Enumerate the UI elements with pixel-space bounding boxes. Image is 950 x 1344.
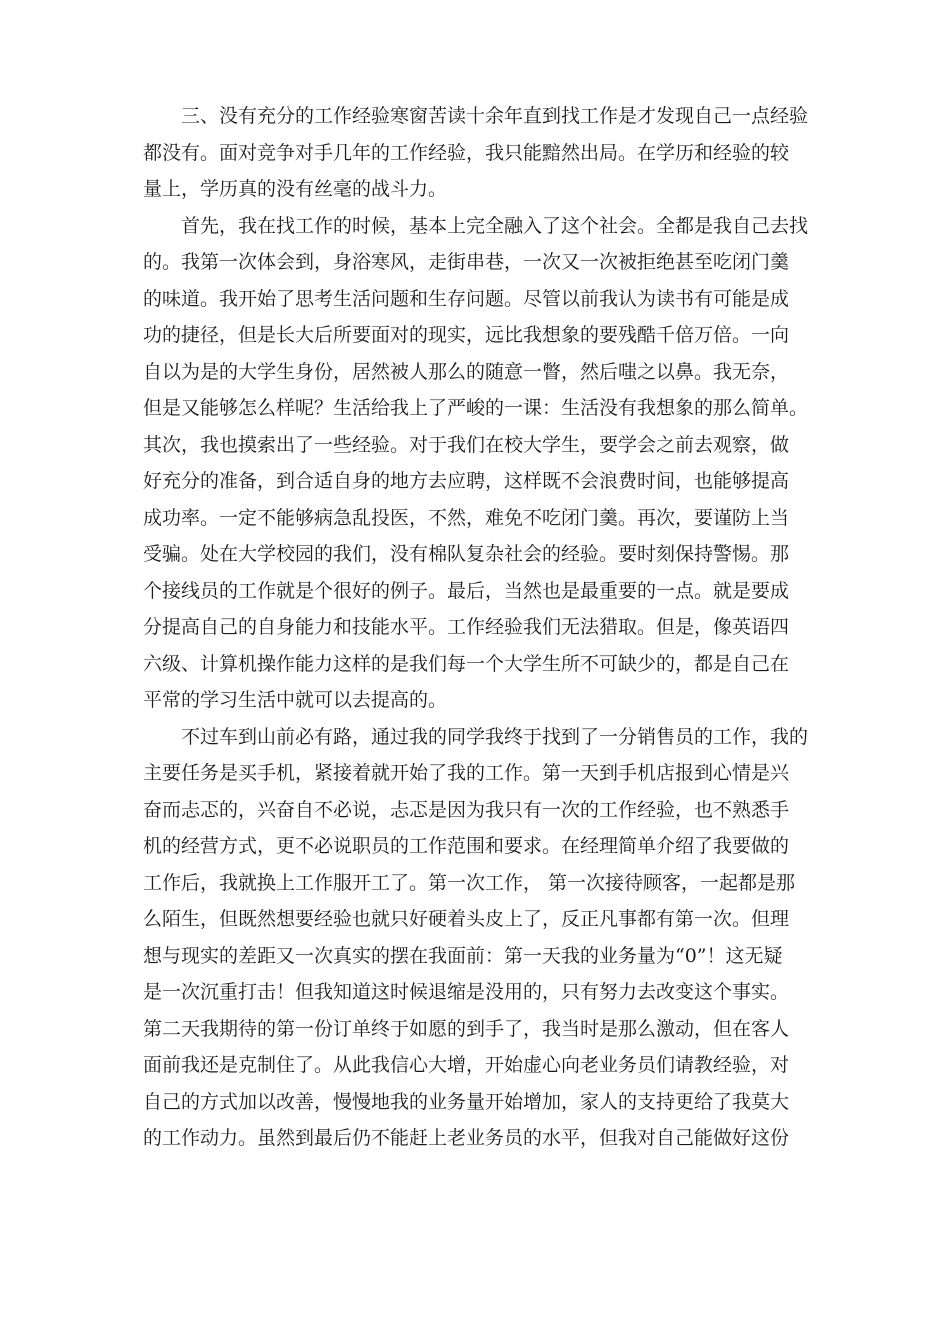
paragraph-work-experience [143,98,808,208]
text-line: 工作后，我就换上工作服开工了。第一次工作， 第一次接待顾客，一起都是那 [143,871,796,894]
text-line: 的。我第一次体会到，身浴寒风，走街串巷，一次又一次被拒绝甚至吃闭门羹 [143,251,790,273]
text-line: 么陌生，但既然想要经验也就只好硬着头皮上了，反正凡事都有第一次。但理 [143,908,790,930]
text-line: 自以为是的大学生身份，居然被人那么的随意一瞥，然后嗤之以鼻。我无奈， [143,360,790,383]
text-line: 个接线员的工作就是个很好的例子。最后，当然也是最重要的一点。就是要成 [143,579,790,602]
text-line: 受骗。处在大学校园的我们，没有棉队复杂社会的经验。要时刻保持警惕。那 [143,543,790,565]
text-line: 的工作动力。虽然到最后仍不能赶上老业务员的水平，但我对自己能做好这份 [143,1127,790,1149]
text-line: 自己的方式加以改善，慢慢地我的业务量开始增加，家人的支持更给了我莫大 [143,1090,790,1113]
text-line: 主要任务是买手机，紧接着就开始了我的工作。第一天到手机店报到心情是兴 [143,762,790,784]
text-line: 三、没有充分的工作经验寒窗苦读十余年直到找工作是才发现自己一点经验 [181,105,808,127]
text-line: 想与现实的差距又一次真实的摆在我面前：第一天我的业务量为“0”！这无疑 [143,944,783,967]
text-line: 好充分的准备，到合适自身的地方去应聘，这样既不会浪费时间，也能够提高 [143,470,790,492]
text-line: 但是又能够怎么样呢？生活给我上了严峻的一课：生活没有我想象的那么简单。 [143,397,808,419]
document-body [143,98,808,1157]
text-line: 不过车到山前必有路，通过我的同学我终于找到了一分销售员的工作，我的 [181,725,808,748]
text-line: 机的经营方式，更不必说职员的工作范围和要求。在经理简单介绍了我要做的 [143,835,790,857]
text-line: 功的捷径，但是长大后所要面对的现实，远比我想象的要残酷千倍万倍。一向 [143,324,790,346]
text-line: 首先，我在找工作的时候，基本上完全融入了这个社会。全都是我自己去找 [181,214,808,237]
text-line: 都没有。面对竞争对手几年的工作经验，我只能黯然出局。在学历和经验的较 [143,141,790,164]
paragraph-job-hunting [143,208,808,719]
text-line: 分提高自己的自身能力和技能水平。工作经验我们无法猎取。但是，像英语四 [143,616,790,638]
text-line: 面前我还是克制住了。从此我信心大增，开始虚心向老业务员们请教经验，对 [143,1054,790,1076]
text-line: 的味道。我开始了思考生活问题和生存问题。尽管以前我认为读书有可能是成 [143,287,790,310]
text-line: 量上，学历真的没有丝毫的战斗力。 [143,178,448,200]
text-line: 第二天我期待的第一份订单终于如愿的到手了，我当时是那么激动，但在客人 [143,1017,790,1040]
paragraph-sales-job [143,719,808,1157]
text-line: 六级、计算机操作能力这样的是我们每一个大学生所不可缺少的，都是自己在 [143,652,790,675]
text-line: 成功率。一定不能够病急乱投医，不然，难免不吃闭门羹。再次，要谨防上当 [143,506,790,529]
text-line: 奋而忐忑的，兴奋自不必说，忐忑是因为我只有一次的工作经验，也不熟悉手 [143,798,790,821]
text-line: 平常的学习生活中就可以去提高的。 [143,689,448,711]
text-line: 其次，我也摸索出了一些经验。对于我们在校大学生，要学会之前去观察，做 [143,433,790,456]
text-line: 是一次沉重打击！但我知道这时候退缩是没用的，只有努力去改变这个事实。 [143,981,790,1003]
